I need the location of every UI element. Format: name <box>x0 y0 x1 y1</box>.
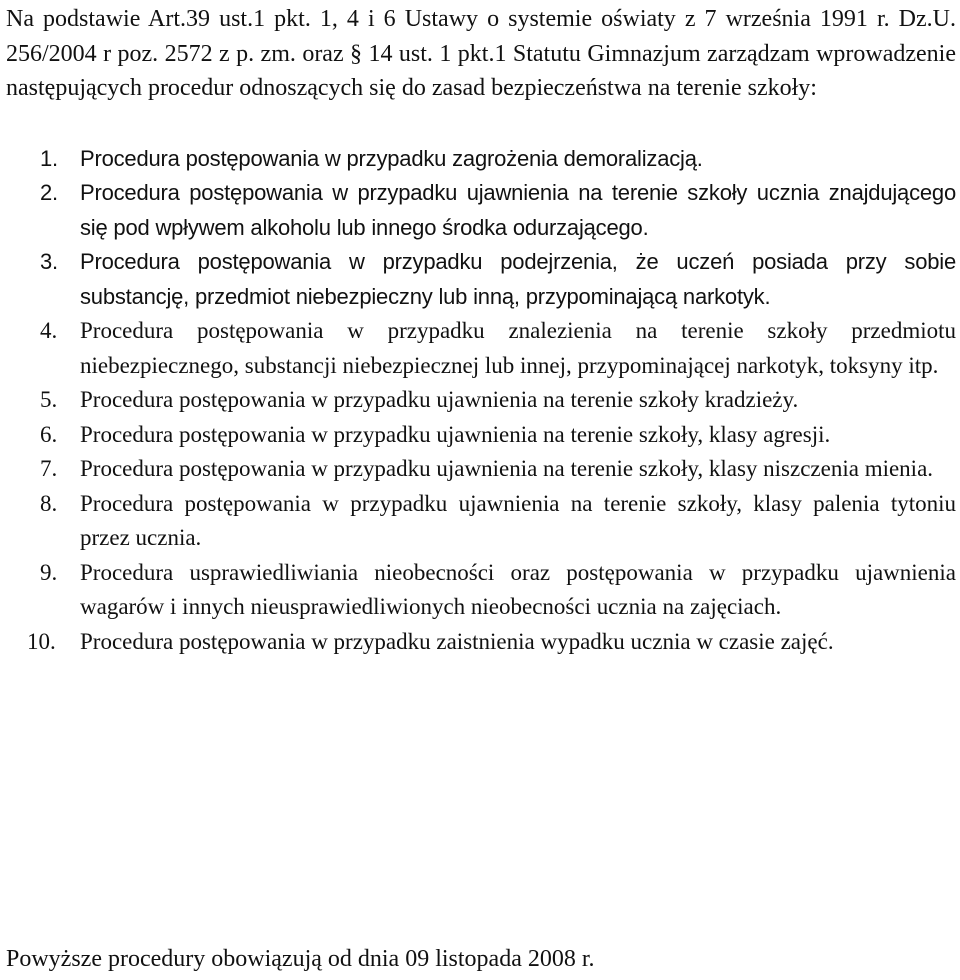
procedure-number: 5. <box>40 387 58 412</box>
procedure-number: 2. <box>40 180 58 205</box>
procedure-text: Procedura postępowania w przypadku podejrzenia, że uczeń posiada przy sobie substancję, przedmiot niebezpieczny lub inną, przypominającą narkotyk. <box>80 249 956 309</box>
procedure-number: 6. <box>40 421 58 447</box>
procedure-number: 8. <box>40 490 58 516</box>
procedure-item-5 <box>6 383 956 418</box>
procedure-text: Procedura postępowania w przypadku ujawnienia na terenie szkoły, klasy agresji. <box>80 421 831 447</box>
procedure-text: Procedura postępowania w przypadku zaistnienia wypadku ucznia w czasie zajęć. <box>80 628 834 654</box>
procedure-item-9 <box>6 556 956 625</box>
effective-date-note: Powyższe procedury obowiązują od dnia 09 listopada 2008 r. <box>6 946 595 972</box>
procedure-item-2 <box>6 176 956 245</box>
procedure-item-6 <box>6 418 956 453</box>
procedure-text: Procedura usprawiedliwiania nieobecności oraz postępowania w przypadku ujawnienia wagarów i innych nieusprawiedliwionych nieobecności ucznia na zajęciach. <box>80 559 956 619</box>
procedure-text: Procedura postępowania w przypadku znalezienia na terenie szkoły przedmiotu niebezpiecznego, substancji niebezpiecznej lub innej, przypominającej narkotyk, toksyny itp. <box>80 318 956 378</box>
procedure-text: Procedura postępowania w przypadku ujawnienia na terenie szkoły, klasy palenia tytoniu przez ucznia. <box>80 490 956 550</box>
procedure-text: Procedura postępowania w przypadku zagrożenia demoralizacją. <box>80 145 703 171</box>
document-page <box>6 2 956 659</box>
procedure-list <box>6 142 956 660</box>
procedure-item-10 <box>6 625 956 660</box>
procedure-item-8 <box>6 487 956 556</box>
procedure-number: 4. <box>40 318 58 343</box>
procedure-number: 10. <box>27 628 56 654</box>
procedure-number: 7. <box>40 456 58 481</box>
procedure-text: Procedura postępowania w przypadku ujawnienia na terenie szkoły ucznia znajdującego się pod wpływem alkoholu lub innego środka odurzającego. <box>80 180 956 240</box>
intro-paragraph: Na podstawie Art.39 ust.1 pkt. 1, 4 i 6 Ustawy o systemie oświaty z 7 września 1991 r. Dz.U. 256/2004 r poz. 2572 z p. zm. oraz § 14 ust. 1 pkt.1 Statutu Gimnazjum zarządzam wprowadzenie następujących procedur odnoszących się do zasad bezpieczeństwa na terenie szkoły: <box>6 6 956 101</box>
procedure-text: Procedura postępowania w przypadku ujawnienia na terenie szkoły kradzieży. <box>80 387 799 412</box>
procedure-item-4 <box>6 314 956 383</box>
procedure-number: 1. <box>40 145 58 171</box>
procedure-number: 3. <box>40 249 58 274</box>
procedure-item-7 <box>6 452 956 487</box>
procedure-number: 9. <box>40 559 58 585</box>
procedure-item-3 <box>6 245 956 314</box>
procedure-item-1 <box>6 142 956 177</box>
procedure-text: Procedura postępowania w przypadku ujawnienia na terenie szkoły, klasy niszczenia mienia. <box>80 456 934 481</box>
